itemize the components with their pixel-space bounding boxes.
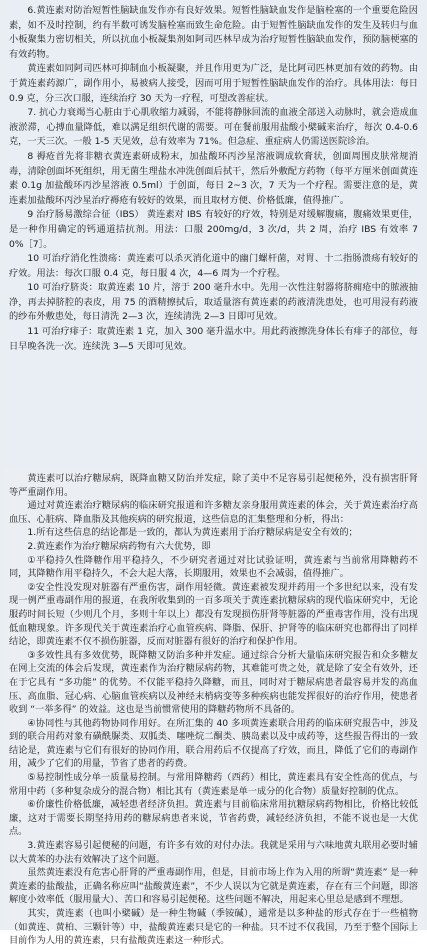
advantage-stable: ①平稳持久性降糖作用平稳持久，不少研究者通过对比试验证明，黄连素与当前常用降糖药不同，其降糖作用平稳持久，不会大起大落，长期服用，效果也不会减弱，值得推广。: [9, 554, 418, 580]
advantage-quality-control: ⑤易控制性成分单一质量易控制。与常用降糖药（西药）相比，黄连素具有安全性高的优点，与常用中药（多种复杂成分的混合物）相比其有（黄连素是单一成分的化合物）质量好控制的优点。: [9, 772, 418, 797]
paragraph-ibs: 9 治疗肠易激综合征（IBS） 黄连素对 IBS 有较好的疗效，特别是对缓解腹痛，腹痛效果更佳，是一种作用确定的钙通道拮抗剂。用法：口服 200mg/d，3 次/d，共 2 周，治疗 IBS 有效率 70%［7］。: [9, 209, 418, 250]
conclusion-1: 1.所有这些信息的结论都是一致的，都认为黄连素用于治疗糖尿病是安全有效的；: [27, 527, 358, 539]
paragraph-tia-usage: 黄连素如同阿司匹林可抑制血小板凝聚，并且作用更为广泛，是比阿司匹林更加有效的药物。由于黄连素药源广，副作用小，易被病人接受，因而可用于短暂性脑缺血发作的治疗。具体用法：每日 0.9 克，分三次口服，连续治疗 30 天为一疗程，可望改善症状。: [9, 63, 418, 104]
paragraph-hydrochloride-issue: 虽然黄连素没有危害心肝肾的严重毒副作用，但是，目前市场上作为入用的所谓“黄连素” 是一种黄连素的盐酸盐，正确名称应叫“盐酸黄连素”，不少人误以为它就是黄连素，存在有三个问题，即溶解度小效率低（服用量大）、苦口和容易引起便秘。这些问题不解决，用起来心里总是感到不理想。: [9, 867, 418, 906]
conclusion-2: 2.黄连素作为治疗糖尿病药物有六大优势，即: [27, 540, 211, 552]
paragraph-prickly-heat: 11 可治疗痱子：取黄连素 1 克，加入 300 毫升温水中。用此药液擦洗身体长有痱子的部位，每日早晚各洗一次。连续洗 3—5 天即可见效。: [9, 326, 418, 352]
advantage-synergy: ④协同性与其他药物协同作用好。在所汇集的 40 多项黄连素联合用药的临床研究报告中，涉及到的联合用药对象有磺酰脲类、双胍类、噻唑烷二酮类、胰岛素以及中成药等，这些报告得出的一致结论是，黄连素与它们有很好的协同作用，联合用药后不仅提高了疗效，而且，降低了它们的毒副作用，减少了它们的用量，节省了患者的药费。: [9, 717, 418, 770]
paragraph-bedsore: 8 褥疮首先将非糖衣黄连素研成粉末，加盐酸环丙沙星溶液调成软膏状，创面周围皮肤常规消毒，清除创面坏死组织，用无菌生理盐水冲洗创面后拭干，然后外敷配方药物（每平方厘米创面黄连素 0.1g 加盐酸环丙沙星溶液 0.5ml）于创面，每日 2~3 次，7 天为一个疗程。需要注意的是，黄连素加盐酸环丙沙星治疗褥疮有较好的效果，而且取材方便、价格低廉，值得推广。: [9, 150, 418, 206]
article-section-bottom: [3, 468, 424, 947]
advantage-safety: ②安全性没发现对脏器有严重伤害，副作用轻微。黄连素被发现并药用一个多世纪以来，没有发现一例严重毒副作用的报道，在我所收集到的一百多项关于黄连素抗糖尿病的现代临床研究中，无论服药时间长短（少则几个月，多则十年以上）都没有发现损伤肝肾等脏器的严重毒害作用，没有出现低血糖现象。许多现代关于黄连素治疗心血管疾病、降脂、保肝、护肾等的临床研究也都得出了同样结论，即黄连素不仅不损伤脏器，反而对脏器有很好的治疗和保护作用。: [9, 581, 418, 648]
paragraph-tia: 6.黄连素对防治短暂性脑缺血发作亦有良好效果。短暂性脑缺血发作是脑栓塞的一个重要危险因素，如不及时控制，约有半数可诱发脑栓塞而致生命危险。由于短暂性脑缺血发作的发生及转归与血小板聚集力密切相关，所以抗血小板凝集剂如阿司匹林早成为治疗短暂性脑缺血发作，预防脑梗塞的有效药物。: [9, 5, 418, 60]
paragraph-research-summary: 通过对黄连素治疗糖尿病的临床研究报道和许多糖友亲身服用黄连素的体会，关于黄连素治疗高血压、心脏病、降血脂及其他疾病的研究报道，这些信息的汇集整理和分析，得出：: [9, 500, 418, 525]
paragraph-omphalitis: 10 可治疗脐炎：取黄连素 10 片，溶于 200 毫升水中。先用一次性注射器将脐痈疮中的脓液抽净，再去掉脐腔的表皮，用 75 的酒精擦拭后，取适量溶有黄连素的药液清洗患处，也可用浸有药液的纱布外敷患处，每日清洗 2—3 次，连续清洗 2—3 日即可见效。: [9, 282, 418, 323]
paragraph-heart-failure: 7. 抗心力衰竭当心脏由于心肌收缩力减弱，不能将静脉回流的血液全部送入动脉时，就会造成血液淤滞，心搏血量降低，难以满足组织代谢的需要。可在餐前服用盐酸小檗碱来治疗，每次 0.4-0.6 克，一天三次。一般 1-5 天见效，总有效率为 71%。但急症、重症病人仍需送医院诊治。: [9, 107, 418, 148]
paragraph-ulcer: 10 可治疗消化性溃疡：黄连素可以杀灭消化道中的幽门螺杆菌，对胃、十二指肠溃疡有较好的疗效。用法：每次口服 0.4 克，每日服 4 次，4—6 周为一个疗程。: [9, 253, 418, 279]
paragraph-diabetes-intro: 黄连素可以治疗糖尿病，既降血糖又防治并发症，除了美中不足容易引起便秘外，没有损害肝肾等严重副作用。: [9, 473, 418, 498]
paragraph-berberine-forms: 其实，黄连素（也叫小檗碱）是一种生物碱（季铵碱），通常是以多种盐的形式存在于一些植物（如黄连、黄柏、三颗针等）中，盐酸黄连素只是它的一种盐。只不过不仅我国，乃至于整个国际上目前作为人用的黄连素，只有盐酸黄连素这一种形式。: [9, 908, 418, 947]
advantage-multi-effect: ③多效性具有多效优势，既降糖又防治多种并发症。通过综合分析大量临床研究报告和众多糖友在网上交流的体会后发现，黄连素作为治疗糖尿病药物，其难能可贵之处，就是除了安全有效外，还在于它具有 “多功能” 的优势。不仅能平稳持久降糖，而且，同时对于糖尿病患者最容易并发的高血压、高血脂、冠心病、心脑血管疾病以及神经末梢病变等多种疾病也能发挥很好的治疗作用，使患者收到 “一举多得” 的效益。这也是当前惯常使用的降糖药物所不具备的。: [9, 649, 418, 716]
article-section-top: [3, 0, 424, 468]
conclusion-3-constipation: 3.黄连素容易引起便秘的问题，有许多有效的对付办法。我就是采用与六味地黄丸联用必要时辅以大黄苯的办法有效解决了这个问题。: [9, 840, 418, 865]
advantage-low-price: ⑥价廉性价格低廉，减轻患者经济负担。黄连素与目前临床常用抗糖尿病药物相比，价格比较低廉，这对于需要长期坚持用药的糖尿病患者来说，节省药费，减轻经济负担，不能不说也是一大优点。: [9, 799, 418, 838]
